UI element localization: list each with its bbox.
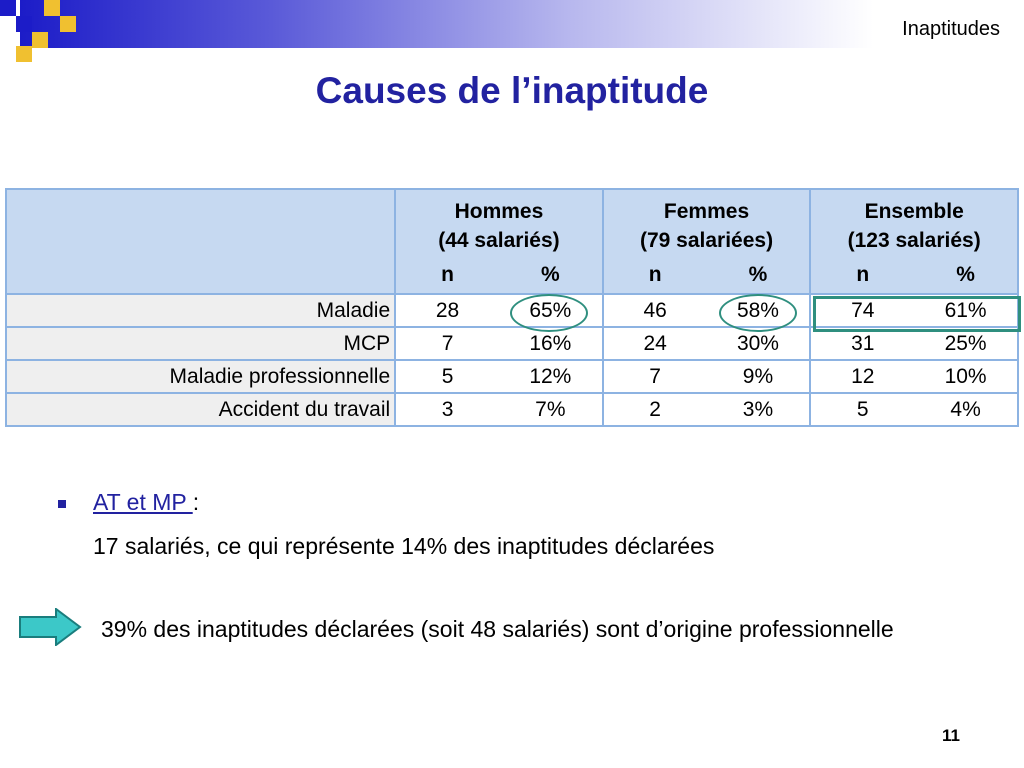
- cell-n: 2: [649, 397, 661, 421]
- cell-pct: 4%: [950, 397, 981, 421]
- col-pct: %: [956, 263, 975, 286]
- row-label: Maladie: [6, 294, 395, 327]
- col-headers-hommes: [395, 257, 603, 294]
- cell-ensemble: [810, 360, 1018, 393]
- page-title: Causes de l’inaptitude: [315, 70, 709, 111]
- at-mp-link[interactable]: AT et MP: [93, 489, 193, 515]
- conclusion-label: 39% des inaptitudes déclarées (soit 48 salariés) sont d’origine professionnelle: [101, 616, 894, 642]
- cell-n: 31: [851, 331, 875, 355]
- cell-pct: 30%: [736, 331, 779, 355]
- group-sub-ensemble: (123 salariés): [810, 224, 1018, 257]
- cell-n: 5: [441, 364, 454, 388]
- bullet-icon: [58, 500, 66, 508]
- col-headers-femmes: [603, 257, 811, 294]
- deco-square: [44, 0, 60, 16]
- col-headers-ensemble: [810, 257, 1018, 294]
- highlight-circle-femmes: [719, 294, 797, 332]
- cell-hommes: [395, 327, 603, 360]
- page-number: 11: [942, 726, 960, 745]
- cell-pct: 61%: [944, 298, 987, 322]
- header-empty-cell: [6, 257, 395, 294]
- conclusion-text: [93, 612, 986, 646]
- cell-n: 5: [856, 397, 869, 421]
- col-pct: %: [541, 263, 560, 286]
- cell-pct: 58%: [736, 298, 779, 322]
- table-row: [6, 393, 1018, 426]
- deco-square: [32, 32, 48, 48]
- group-sub-femmes: (79 salariées): [603, 224, 811, 257]
- deco-square: [60, 16, 76, 32]
- cell-n: 12: [851, 364, 875, 388]
- group-header-hommes: Hommes: [395, 189, 603, 224]
- cell-ensemble: [810, 393, 1018, 426]
- table-row: [6, 360, 1018, 393]
- cell-femmes: [603, 327, 811, 360]
- deco-square: [0, 0, 16, 16]
- right-arrow-icon: [18, 608, 82, 646]
- cell-pct: 16%: [529, 331, 572, 355]
- col-n: n: [648, 263, 662, 286]
- cell-femmes: [603, 360, 811, 393]
- cell-pct: 10%: [944, 364, 987, 388]
- deco-square: [16, 46, 32, 62]
- group-header-femmes: Femmes: [603, 189, 811, 224]
- cell-n: 7: [649, 364, 661, 388]
- cell-pct: 7%: [535, 397, 566, 421]
- group-sub-hommes: (44 salariés): [395, 224, 603, 257]
- cell-pct: 9%: [742, 364, 774, 388]
- row-label: Maladie professionnelle: [6, 360, 395, 393]
- cell-n: 74: [851, 298, 875, 322]
- cell-pct: 3%: [742, 397, 774, 421]
- header-empty-cell: [6, 189, 395, 224]
- cell-n: 24: [643, 331, 667, 355]
- highlight-box-ensemble: [813, 296, 1021, 332]
- col-n: n: [441, 263, 454, 286]
- cell-pct: 12%: [529, 364, 572, 388]
- group-header-ensemble: Ensemble: [810, 189, 1018, 224]
- cell-n: 3: [441, 397, 454, 421]
- row-label: MCP: [6, 327, 395, 360]
- cell-femmes: [603, 393, 811, 426]
- section-label: Inaptitudes: [902, 18, 1000, 40]
- top-decorative-band: [20, 0, 1024, 48]
- header-empty-cell: [6, 224, 395, 257]
- highlight-circle-hommes: [510, 294, 588, 332]
- cell-hommes: [395, 360, 603, 393]
- cell-n: 28: [435, 298, 460, 322]
- cell-pct: 65%: [529, 298, 572, 322]
- at-mp-colon: :: [192, 489, 200, 515]
- cell-hommes: [395, 393, 603, 426]
- cell-n: 46: [643, 298, 667, 322]
- deco-square: [16, 16, 32, 32]
- row-label: Accident du travail: [6, 393, 395, 426]
- at-mp-line: [93, 489, 199, 516]
- col-n: n: [856, 263, 870, 286]
- cell-pct: 25%: [944, 331, 987, 355]
- cell-n: 7: [441, 331, 454, 355]
- col-pct: %: [748, 263, 768, 286]
- at-mp-detail: 17 salariés, ce qui représente 14% des inaptitudes déclarées: [93, 533, 715, 559]
